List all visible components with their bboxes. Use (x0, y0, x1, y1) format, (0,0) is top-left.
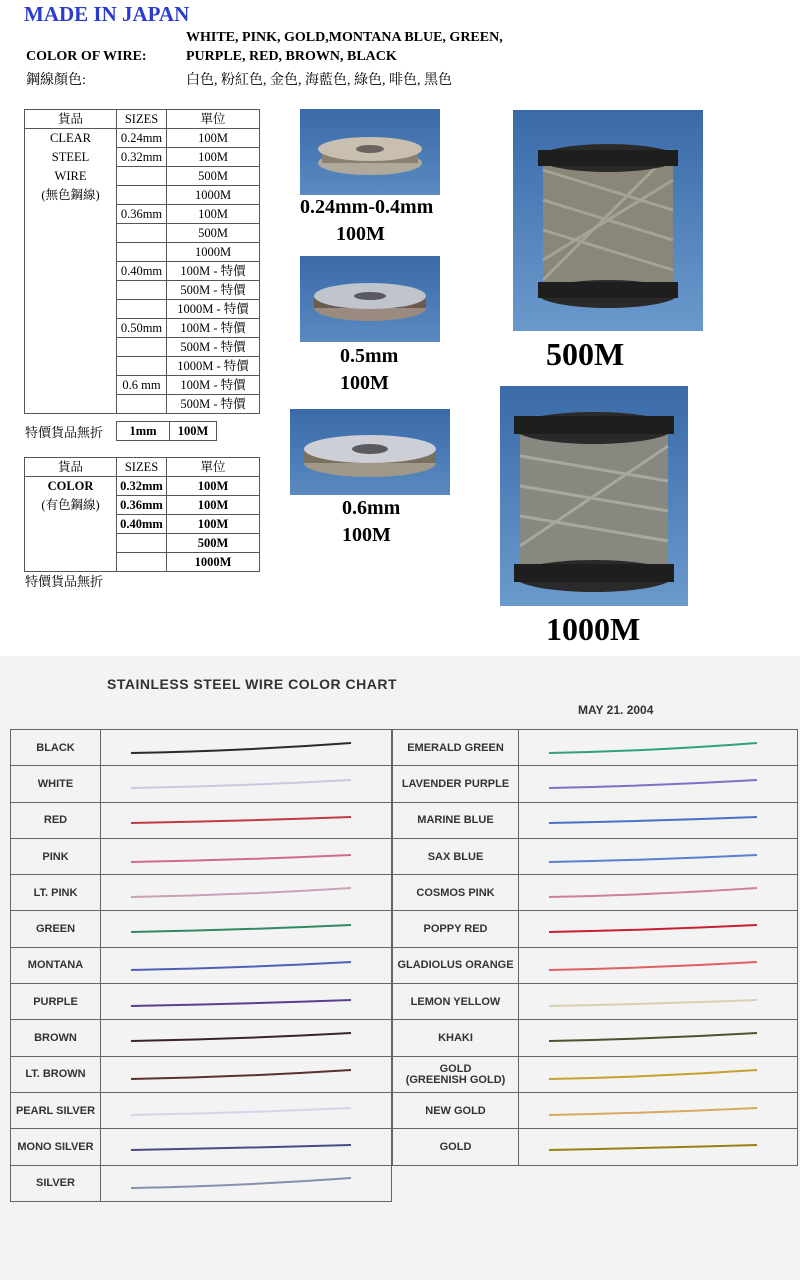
table-row (25, 534, 260, 553)
color-row (393, 947, 798, 983)
color-name-text: PURPLE (33, 995, 78, 1008)
size-cell (117, 338, 167, 357)
unit-cell: 1000M - 特價 (167, 300, 260, 319)
wire-stroke (549, 1000, 757, 1006)
color-row (11, 730, 392, 766)
wire-sample (101, 911, 392, 947)
table-row (25, 357, 260, 376)
color-name-sub: (GREENISH GOLD) (405, 1073, 506, 1086)
product-cell (25, 534, 117, 553)
wire-sample (519, 802, 798, 838)
color-name (393, 875, 519, 911)
wire-sample-line (101, 1021, 391, 1055)
spool-image (290, 409, 450, 495)
wire-sample (101, 1165, 392, 1201)
wire-sample (519, 1092, 798, 1128)
size-cell: 0.32mm (117, 477, 167, 496)
wire-sample-line (101, 1166, 391, 1200)
extra-unit: 100M (170, 422, 217, 441)
table-row (25, 319, 260, 338)
table-row (25, 376, 260, 395)
wire-sample (101, 1020, 392, 1056)
wire-sample-line (519, 948, 797, 982)
color-name-text: GREEN (35, 923, 76, 936)
wire-sample-line (519, 767, 797, 801)
color-row (11, 1129, 392, 1165)
unit-cell: 1000M - 特價 (167, 357, 260, 376)
color-row (393, 875, 798, 911)
color-name-text: GOLD (439, 1062, 472, 1075)
product-cell: COLOR (25, 477, 117, 496)
wire-stroke (131, 925, 351, 932)
color-name-text: MONO SILVER (17, 1140, 94, 1153)
wire-sample (101, 947, 392, 983)
color-row (393, 984, 798, 1020)
color-name-text: PEARL SILVER (15, 1104, 96, 1117)
wire-stroke (549, 1145, 757, 1150)
size-cell (117, 553, 167, 572)
wire-sample (519, 1020, 798, 1056)
wire-sample (101, 1092, 392, 1128)
product-cell: WIRE (25, 167, 117, 186)
color-list-line1: WHITE, PINK, GOLD,MONTANA BLUE, GREEN, (186, 30, 503, 45)
product-cell (25, 205, 117, 224)
color-name (11, 802, 101, 838)
color-name-text: GOLD (439, 1140, 472, 1153)
color-name (11, 1129, 101, 1165)
table-row (25, 395, 260, 414)
wire-sample (519, 984, 798, 1020)
color-name-text: WHITE (37, 777, 74, 790)
spool-length-label-3: 100M (342, 524, 391, 546)
color-name-text: LT. BROWN (25, 1068, 86, 1081)
size-cell: 0.6 mm (117, 376, 167, 395)
wire-sample-line (101, 803, 391, 837)
extra-size: 1mm (117, 422, 170, 441)
spool-1000m-label: 1000M (546, 611, 641, 647)
size-cell (117, 357, 167, 376)
color-name-text: LAVENDER PURPLE (401, 777, 510, 790)
product-cell (25, 338, 117, 357)
size-cell: 0.32mm (117, 148, 167, 167)
size-cell (117, 300, 167, 319)
color-name-text: KHAKI (438, 1032, 473, 1045)
table-row (25, 496, 260, 515)
color-name-text: PINK (42, 850, 69, 863)
wire-stroke (131, 1000, 351, 1006)
color-name (11, 984, 101, 1020)
chinese-color-list: 白色, 粉紅色, 金色, 海藍色, 綠色, 啡色, 黑色 (186, 73, 452, 88)
color-name-text: MARINE BLUE (417, 814, 494, 827)
color-name (393, 730, 519, 766)
color-name (393, 838, 519, 874)
product-cell: (有色鋼線) (25, 496, 117, 515)
product-cell (25, 224, 117, 243)
spool-size-label-1: 0.24mm-0.4mm (300, 196, 434, 218)
wire-sample (519, 947, 798, 983)
product-cell (25, 376, 117, 395)
unit-cell: 100M (167, 129, 260, 148)
color-name (11, 1165, 101, 1201)
made-in-japan-title: MADE IN JAPAN (24, 2, 190, 26)
wire-sample-line (519, 1057, 797, 1091)
wire-sample-line (519, 1094, 797, 1128)
spool-image (500, 386, 688, 606)
unit-cell: 500M (167, 167, 260, 186)
color-name-text: LEMON YELLOW (410, 995, 501, 1008)
wire-stroke (131, 1033, 351, 1041)
color-row (393, 802, 798, 838)
wire-sample (519, 766, 798, 802)
color-name (11, 875, 101, 911)
table-row (25, 129, 260, 148)
spool-size-label-2: 0.5mm (340, 345, 399, 367)
size-cell (117, 186, 167, 205)
color-name (393, 947, 519, 983)
wire-sample-line (101, 912, 391, 946)
product-cell: (無色鋼線) (25, 186, 117, 205)
color-name (11, 730, 101, 766)
color-name-text: RED (43, 814, 68, 827)
color-name-text: POPPY RED (423, 923, 488, 936)
wire-stroke (549, 817, 757, 823)
product-cell (25, 395, 117, 414)
wire-sample-line (519, 1130, 797, 1164)
color-name (393, 1129, 519, 1165)
color-row (11, 1092, 392, 1128)
header-sizes: SIZES (117, 458, 167, 477)
chart-title: STAINLESS STEEL WIRE COLOR CHART (107, 676, 398, 692)
color-row (393, 1092, 798, 1128)
color-name (393, 802, 519, 838)
table-row (25, 281, 260, 300)
unit-cell: 100M (167, 205, 260, 224)
unit-cell: 100M (167, 515, 260, 534)
size-cell (117, 281, 167, 300)
color-name (393, 1092, 519, 1128)
wire-stroke (549, 888, 757, 897)
wire-sample-line (519, 912, 797, 946)
wire-sample (101, 984, 392, 1020)
product-cell: CLEAR (25, 129, 117, 148)
color-name (393, 1056, 519, 1092)
chart-date: MAY 21. 2004 (578, 703, 654, 717)
table-row (25, 477, 260, 496)
wire-sample-line (101, 840, 391, 874)
color-row (11, 766, 392, 802)
spool-photo-500m (513, 110, 703, 331)
spool-image (513, 110, 703, 331)
wire-sample (101, 802, 392, 838)
wire-sample-line (519, 876, 797, 910)
table-row (25, 300, 260, 319)
header-product: 貨品 (25, 458, 117, 477)
wire-stroke (131, 817, 351, 823)
wire-sample (519, 1129, 798, 1165)
color-name-text: BLACK (36, 741, 75, 754)
size-cell: 0.50mm (117, 319, 167, 338)
wire-sample-line (101, 985, 391, 1019)
extra-size-row (116, 421, 217, 441)
unit-cell: 100M - 特價 (167, 376, 260, 395)
unit-cell: 100M - 特價 (167, 262, 260, 281)
spool-size-label-3: 0.6mm (342, 497, 401, 519)
color-name-text: LT. PINK (33, 886, 78, 899)
wire-stroke (131, 888, 351, 897)
wire-stroke (131, 780, 351, 788)
wire-stroke (131, 855, 351, 862)
wire-sample-line (519, 731, 797, 765)
product-cell (25, 357, 117, 376)
wire-sample (101, 766, 392, 802)
color-name-text: BROWN (34, 1032, 77, 1045)
wire-stroke (549, 1033, 757, 1041)
wire-stroke (549, 743, 757, 753)
size-cell (117, 167, 167, 186)
color-row (393, 766, 798, 802)
table-row (25, 205, 260, 224)
wire-sample-line (101, 767, 391, 801)
table-row (25, 186, 260, 205)
wire-stroke (549, 855, 757, 862)
wire-sample (101, 875, 392, 911)
table-row (25, 224, 260, 243)
discount-note-2: 特價貨品無折 (25, 574, 104, 589)
wire-stroke (549, 962, 757, 970)
color-name (11, 838, 101, 874)
header-sizes: SIZES (117, 110, 167, 129)
wire-sample (519, 1056, 798, 1092)
spool-500m-label: 500M (546, 336, 625, 372)
wire-sample (101, 730, 392, 766)
header-unit: 單位 (167, 458, 260, 477)
product-cell (25, 319, 117, 338)
chinese-color-label: 鋼線顏色: (26, 73, 86, 88)
clear-wire-table (24, 109, 260, 414)
spool-photo-small-2 (300, 256, 440, 342)
color-name (393, 984, 519, 1020)
product-cell (25, 300, 117, 319)
unit-cell: 1000M (167, 553, 260, 572)
table-row (25, 553, 260, 572)
wire-stroke (131, 962, 351, 970)
wire-stroke (131, 1178, 351, 1188)
wire-sample-line (101, 876, 391, 910)
unit-cell: 1000M (167, 243, 260, 262)
product-cell (25, 262, 117, 281)
color-of-wire-label: COLOR OF WIRE: (26, 49, 147, 64)
size-cell (117, 224, 167, 243)
wire-stroke (131, 1070, 351, 1079)
color-name-text: EMERALD GREEN (407, 741, 504, 754)
wire-stroke (131, 1108, 351, 1115)
color-wire-table (24, 457, 260, 572)
spool-photo-1000m (500, 386, 688, 606)
spool-length-label-2: 100M (340, 372, 389, 394)
product-cell (25, 243, 117, 262)
color-grid-right (392, 729, 798, 1166)
color-name-text: COSMOS PINK (416, 886, 495, 899)
unit-cell: 100M (167, 477, 260, 496)
table-row (25, 515, 260, 534)
color-row (11, 1020, 392, 1056)
color-chart (0, 656, 800, 1280)
product-cell: STEEL (25, 148, 117, 167)
size-cell: 0.24mm (117, 129, 167, 148)
size-cell (117, 395, 167, 414)
wire-stroke (131, 1145, 351, 1150)
wire-sample (519, 911, 798, 947)
product-cell (25, 281, 117, 300)
unit-cell: 100M - 特價 (167, 319, 260, 338)
wire-sample (519, 838, 798, 874)
color-row (11, 875, 392, 911)
discount-note: 特價貨品無折 (25, 425, 104, 440)
size-cell: 0.40mm (117, 515, 167, 534)
color-row (393, 911, 798, 947)
wire-stroke (549, 1070, 757, 1079)
table-row (25, 148, 260, 167)
wire-stroke (549, 780, 757, 788)
color-name (393, 766, 519, 802)
color-name (11, 766, 101, 802)
color-row (393, 1020, 798, 1056)
unit-cell: 500M - 特價 (167, 338, 260, 357)
wire-sample-line (519, 1021, 797, 1055)
color-name (393, 1020, 519, 1056)
color-name (11, 1092, 101, 1128)
color-name-text: GLADIOLUS ORANGE (397, 959, 514, 972)
unit-cell: 500M - 特價 (167, 395, 260, 414)
wire-sample (101, 1129, 392, 1165)
unit-cell: 500M (167, 224, 260, 243)
spool-photo-small-1 (300, 109, 440, 195)
color-name (11, 1020, 101, 1056)
wire-sample-line (101, 948, 391, 982)
color-row (393, 838, 798, 874)
spool-image (300, 109, 440, 195)
size-cell (117, 243, 167, 262)
wire-sample (101, 838, 392, 874)
color-list-line2: PURPLE, RED, BROWN, BLACK (186, 49, 397, 64)
wire-sample-line (519, 840, 797, 874)
spool-length-label-1: 100M (336, 223, 385, 245)
color-name (393, 911, 519, 947)
color-name-text: NEW GOLD (425, 1104, 486, 1117)
header-unit: 單位 (167, 110, 260, 129)
header-product: 貨品 (25, 110, 117, 129)
unit-cell: 1000M (167, 186, 260, 205)
wire-stroke (549, 1108, 757, 1115)
size-cell: 0.36mm (117, 205, 167, 224)
wire-sample-line (101, 1130, 391, 1164)
color-row (11, 838, 392, 874)
wire-stroke (131, 743, 351, 753)
wire-sample-line (519, 803, 797, 837)
unit-cell: 100M (167, 148, 260, 167)
product-cell (25, 553, 117, 572)
wire-sample-line (519, 985, 797, 1019)
color-row (11, 1165, 392, 1201)
size-cell (117, 534, 167, 553)
color-row (393, 1129, 798, 1165)
unit-cell: 500M - 特價 (167, 281, 260, 300)
color-row (11, 1056, 392, 1092)
size-cell: 0.36mm (117, 496, 167, 515)
wire-sample (519, 730, 798, 766)
wire-sample (519, 875, 798, 911)
spool-image (300, 256, 440, 342)
wire-sample (101, 1056, 392, 1092)
table-row (25, 167, 260, 186)
color-name-text: SAX BLUE (427, 850, 484, 863)
product-cell (25, 515, 117, 534)
wire-stroke (549, 925, 757, 932)
size-cell: 0.40mm (117, 262, 167, 281)
unit-cell: 100M (167, 496, 260, 515)
wire-sample-line (101, 731, 391, 765)
color-row (11, 911, 392, 947)
color-name-text: MONTANA (27, 959, 84, 972)
table-row (25, 262, 260, 281)
color-name-text: SILVER (36, 1177, 75, 1190)
color-name (11, 911, 101, 947)
wire-sample-line (101, 1057, 391, 1091)
table-row (25, 338, 260, 357)
color-name (11, 947, 101, 983)
color-row (11, 947, 392, 983)
table-row (25, 243, 260, 262)
color-row (11, 802, 392, 838)
wire-sample-line (101, 1094, 391, 1128)
color-grid-left (10, 729, 392, 1202)
color-row (393, 1056, 798, 1092)
unit-cell: 500M (167, 534, 260, 553)
color-row (393, 730, 798, 766)
color-row (11, 984, 392, 1020)
spool-photo-small-3 (290, 409, 450, 495)
color-name (11, 1056, 101, 1092)
